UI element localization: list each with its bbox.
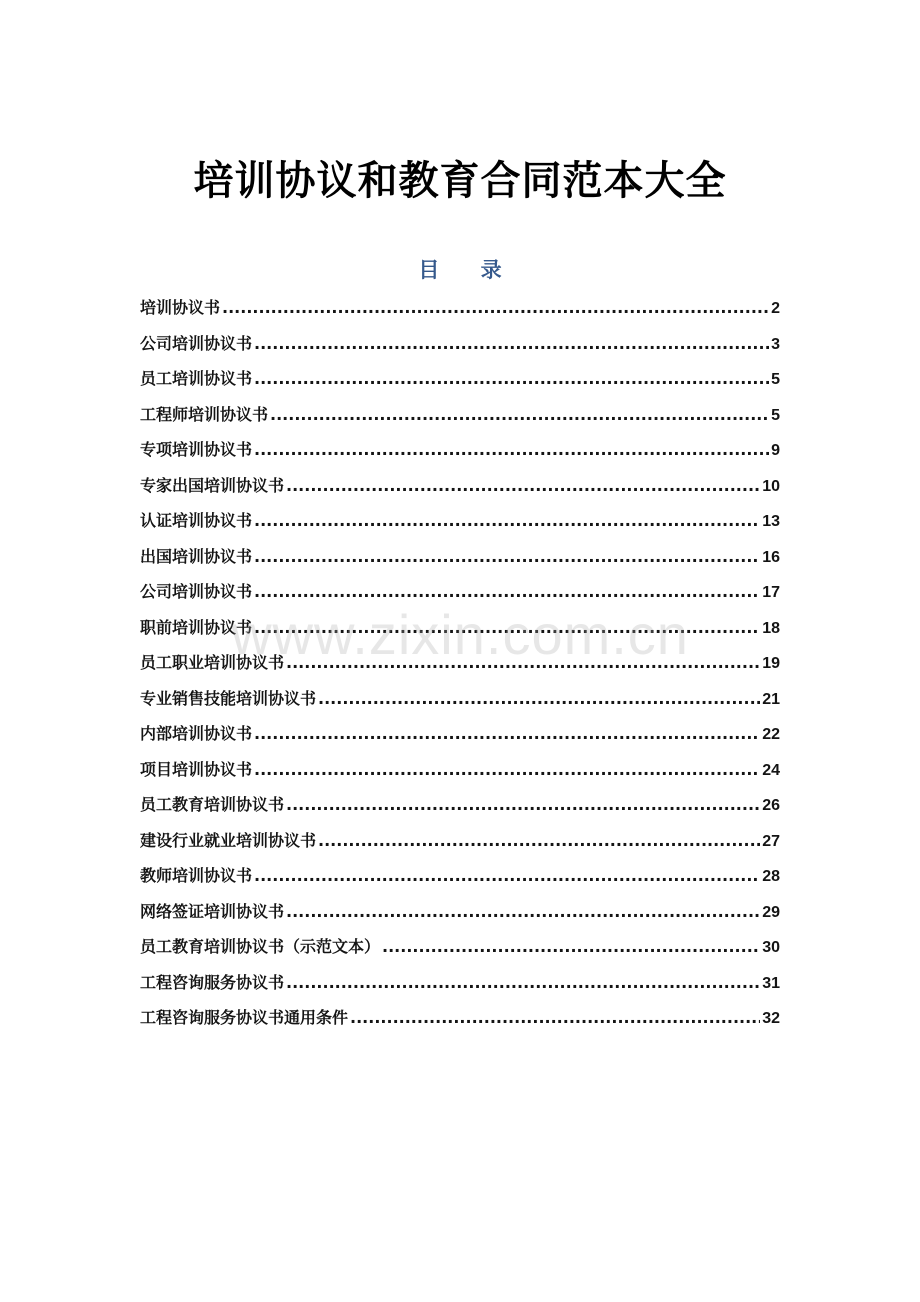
toc-entry-page-number[interactable]: 18: [762, 619, 780, 637]
toc-entry-label[interactable]: 员工培训协议书: [140, 369, 253, 388]
toc-entry-page-number[interactable]: 32: [762, 1010, 780, 1027]
toc-entry[interactable]: [140, 290, 780, 326]
toc-entry-label[interactable]: 职前培训协议书: [140, 617, 253, 637]
toc-dot-leader: [270, 397, 769, 433]
toc-entry-page-number[interactable]: 22: [762, 726, 780, 743]
table-of-contents: [140, 290, 780, 1036]
toc-entry[interactable]: [140, 468, 780, 504]
toc-entry[interactable]: [140, 503, 780, 539]
toc-heading: 目 录: [418, 258, 502, 282]
toc-entry-label[interactable]: 员工教育培训协议书: [140, 795, 285, 814]
toc-dot-leader: [254, 539, 760, 575]
toc-entry[interactable]: [140, 326, 780, 362]
toc-dot-leader: [254, 432, 769, 468]
toc-entry-page-number[interactable]: 19: [762, 655, 780, 672]
toc-entry-page-number[interactable]: 2: [771, 300, 780, 317]
toc-entry-page-number[interactable]: 10: [762, 477, 780, 495]
toc-dot-leader: [286, 787, 760, 823]
toc-entry-label[interactable]: 建设行业就业培训协议书: [140, 830, 317, 850]
toc-entry-page-number[interactable]: 24: [762, 761, 780, 779]
toc-entry[interactable]: [140, 1000, 780, 1036]
toc-entry-page-number[interactable]: 3: [771, 335, 780, 353]
toc-entry[interactable]: [140, 752, 780, 788]
toc-entry[interactable]: [140, 858, 780, 894]
toc-entry-label[interactable]: 公司培训协议书: [140, 333, 253, 353]
toc-entry[interactable]: [140, 681, 780, 717]
toc-dot-leader: [382, 929, 760, 965]
toc-entry[interactable]: [140, 574, 780, 610]
toc-dot-leader: [254, 574, 760, 610]
toc-dot-leader: [350, 1000, 760, 1036]
toc-entry-label[interactable]: 工程师培训协议书: [140, 404, 269, 424]
toc-entry-page-number[interactable]: 31: [762, 974, 780, 992]
toc-entry-label[interactable]: 员工教育培训协议书（示范文本）: [140, 937, 381, 956]
toc-entry-page-number[interactable]: 16: [762, 548, 780, 566]
toc-entry-page-number[interactable]: 9: [771, 442, 780, 459]
toc-entry-label[interactable]: 出国培训协议书: [140, 546, 253, 566]
toc-dot-leader: [286, 645, 760, 681]
toc-entry-label[interactable]: 教师培训协议书: [140, 866, 253, 885]
toc-entry-page-number[interactable]: 28: [762, 868, 780, 885]
toc-dot-leader: [254, 610, 760, 646]
toc-dot-leader: [318, 681, 760, 717]
toc-entry[interactable]: [140, 965, 780, 1001]
toc-entry[interactable]: [140, 929, 780, 965]
toc-entry[interactable]: [140, 361, 780, 397]
toc-entry-page-number[interactable]: 30: [762, 939, 780, 956]
toc-entry-page-number[interactable]: 21: [762, 690, 780, 708]
toc-entry-label[interactable]: 工程咨询服务协议书: [140, 972, 285, 992]
toc-dot-leader: [286, 894, 760, 930]
toc-entry-page-number[interactable]: 13: [762, 513, 780, 530]
toc-dot-leader: [286, 468, 760, 504]
toc-entry-page-number[interactable]: 26: [762, 797, 780, 814]
toc-entry[interactable]: [140, 539, 780, 575]
toc-entry-label[interactable]: 员工职业培训协议书: [140, 653, 285, 672]
toc-entry-page-number[interactable]: 17: [762, 584, 780, 601]
toc-entry-label[interactable]: 专家出国培训协议书: [140, 475, 285, 495]
toc-entry[interactable]: [140, 716, 780, 752]
toc-entry-label[interactable]: 认证培训协议书: [140, 511, 253, 530]
toc-dot-leader: [222, 290, 769, 326]
toc-dot-leader: [318, 823, 760, 859]
toc-dot-leader: [254, 752, 760, 788]
toc-dot-leader: [254, 361, 769, 397]
toc-entry-page-number[interactable]: 29: [762, 903, 780, 921]
toc-entry-page-number[interactable]: 5: [771, 371, 780, 388]
toc-entry-label[interactable]: 专项培训协议书: [140, 440, 253, 459]
toc-entry-label[interactable]: 培训协议书: [140, 298, 221, 317]
toc-entry-label[interactable]: 网络签证培训协议书: [140, 901, 285, 921]
toc-entry[interactable]: [140, 610, 780, 646]
toc-entry[interactable]: [140, 894, 780, 930]
toc-entry[interactable]: [140, 787, 780, 823]
toc-entry[interactable]: [140, 397, 780, 433]
toc-entry-label[interactable]: 专业销售技能培训协议书: [140, 688, 317, 708]
toc-entry[interactable]: [140, 645, 780, 681]
toc-entry-page-number[interactable]: 27: [762, 832, 780, 850]
toc-entry[interactable]: [140, 823, 780, 859]
toc-entry-label[interactable]: 项目培训协议书: [140, 759, 253, 779]
toc-entry-label[interactable]: 公司培训协议书: [140, 582, 253, 601]
toc-dot-leader: [286, 965, 760, 1001]
toc-dot-leader: [254, 858, 760, 894]
toc-entry[interactable]: [140, 432, 780, 468]
toc-dot-leader: [254, 716, 760, 752]
toc-entry-label[interactable]: 内部培训协议书: [140, 724, 253, 743]
toc-dot-leader: [254, 503, 760, 539]
watermark: www.zixin.com.cn: [231, 603, 689, 666]
toc-entry-label[interactable]: 工程咨询服务协议书通用条件: [140, 1008, 349, 1027]
toc-entry-page-number[interactable]: 5: [771, 406, 780, 424]
toc-dot-leader: [254, 326, 769, 362]
document-title: 培训协议和教育合同范本大全: [193, 156, 727, 204]
